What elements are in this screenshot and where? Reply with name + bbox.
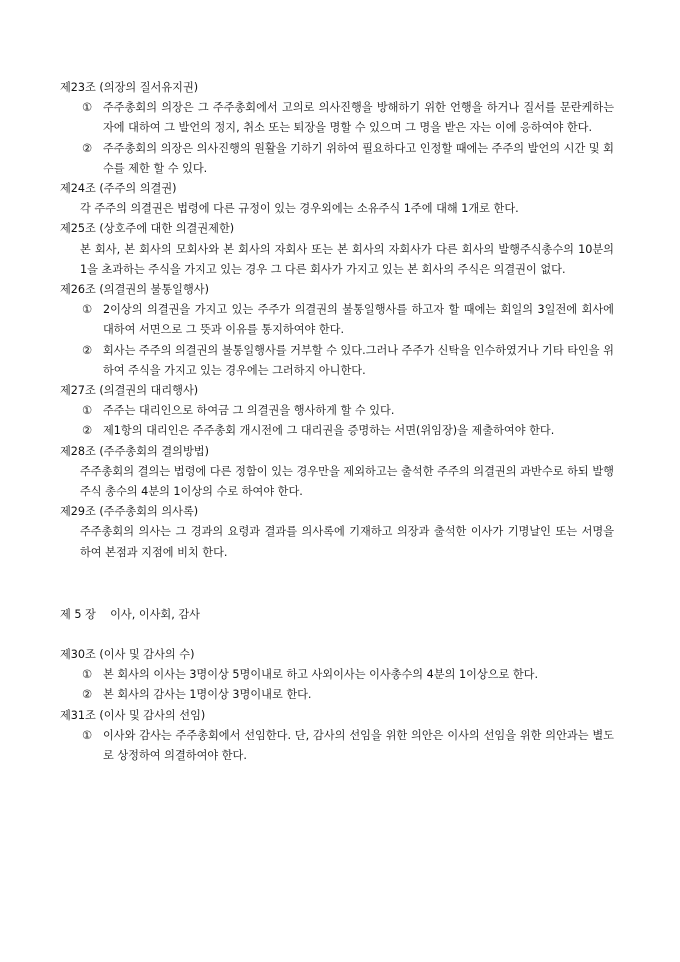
clause-number: ① (82, 101, 93, 115)
article-24 (60, 179, 614, 219)
article-text: 주주총회의 결의는 법령에 다른 정함이 있는 경우만을 제외하고는 출석한 주주의 의결권의 과반수로 하되 발행 주식 총수의 4분의 1이상의 수로 하여야 한다. (80, 464, 614, 499)
clause-number: ② (82, 688, 93, 702)
article-26 (60, 280, 614, 381)
article-30 (60, 645, 614, 706)
article-25 (60, 219, 614, 280)
article-heading: 제25조 (상호주에 대한 의결권제한) (60, 222, 235, 236)
clause-number: ① (82, 728, 93, 742)
clause-text: 회사는 주주의 의결권의 불통일행사를 거부할 수 있다.그러나 주주가 신탁을 인수하였거나 기타 타인을 위하여 주식을 가지고 있는 경우에는 그러하지 아니한다. (103, 343, 614, 377)
clause-number: ② (82, 141, 93, 155)
clause-text: 주주는 대리인으로 하여금 그 의결권을 행사하게 할 수 있다. (103, 404, 395, 418)
chapter-title: 이사, 이사회, 감사 (110, 607, 200, 621)
clause-item (60, 300, 614, 340)
article-heading: 제28조 (주주총회의 결의방법) (60, 444, 209, 458)
clause-item (60, 401, 614, 421)
article-heading: 제30조 (이사 및 감사의 수) (60, 648, 195, 662)
article-heading: 제26조 (의결권의 불통일행사) (60, 283, 209, 297)
clause-number: ② (82, 424, 93, 438)
chapter-heading (60, 605, 614, 625)
article-27 (60, 381, 614, 442)
clause-text: 이사와 감사는 주주총회에서 선임한다. 단, 감사의 선임을 위한 의안은 이사의 선임을 위한 의안과는 별도로 상정하여 의결하여야 한다. (103, 728, 614, 763)
article-heading: 제31조 (이사 및 감사의 선임) (60, 708, 206, 722)
clause-text: 2이상의 의결권을 가지고 있는 주주가 의결권의 불통일행사를 하고자 할 때에는 회일의 3일전에 회사에 대하여 서면으로 그 뜻과 이유를 통지하여야 한다. (103, 303, 614, 337)
article-heading: 제23조 (의장의 질서유지권) (60, 81, 199, 94)
article-heading: 제27조 (의결권의 대리행사) (60, 384, 199, 398)
clause-item (60, 98, 614, 138)
clause-item (60, 685, 614, 705)
clause-text: 주주총회의 의장은 의사진행의 원활을 기하기 위하여 필요하다고 인정할 때에는 주주의 발언의 시간 및 회수를 제한 할 수 있다. (103, 141, 614, 175)
clause-number: ① (82, 303, 93, 317)
article-text: 주주총회의 의사는 그 경과의 요령과 결과를 의사록에 기재하고 의장과 출석한 이사가 기명날인 또는 서명을 하여 본점과 지점에 비치 한다. (80, 525, 614, 559)
article-heading: 제29조 (주주총회의 의사록) (60, 505, 199, 519)
article-28 (60, 442, 614, 503)
clause-text: 본 회사의 감사는 1명이상 3명이내로 한다. (103, 688, 312, 702)
clause-item (60, 139, 614, 179)
clause-number: ② (82, 343, 93, 357)
article-heading: 제24조 (주주의 의결권) (60, 182, 177, 196)
article-text: 본 회사, 본 회사의 모회사와 본 회사의 자회사 또는 본 회사의 자회사가 다른 회사의 발행주식총수의 10분의 1을 초과하는 주식을 가지고 있는 경우 그 다른 회사가 가지고 있는 본 회사의 주식은 의결권이 없다. (80, 242, 614, 276)
clause-text: 본 회사의 이사는 3명이상 5명이내로 하고 사외이사는 이사총수의 4분의 1이상으로 한다. (103, 668, 539, 682)
clause-item (60, 421, 614, 441)
article-31 (60, 706, 614, 767)
clause-number: ① (82, 404, 93, 418)
article-29 (60, 502, 614, 563)
clause-item (60, 665, 614, 685)
clause-text: 주주총회의 의장은 그 주주총회에서 고의로 의사진행을 방해하기 위한 언행을 하거나 질서를 문란케하는 자에 대하여 그 발언의 정지, 취소 또는 퇴장을 명할 수 있으며 그 명을 받은 자는 이에 응하여야 한다. (103, 101, 614, 135)
chapter-label: 제 5 장 (60, 607, 96, 621)
clause-item (60, 726, 614, 766)
article-text: 각 주주의 의결권은 법령에 다른 규정이 있는 경우외에는 소유주식 1주에 대해 1개로 한다. (80, 202, 519, 216)
clause-text: 제1항의 대리인은 주주총회 개시전에 그 대리권을 증명하는 서면(위임장)을 제출하여야 한다. (103, 424, 555, 438)
article-23 (60, 78, 614, 179)
clause-number: ① (82, 668, 93, 682)
clause-item (60, 341, 614, 381)
